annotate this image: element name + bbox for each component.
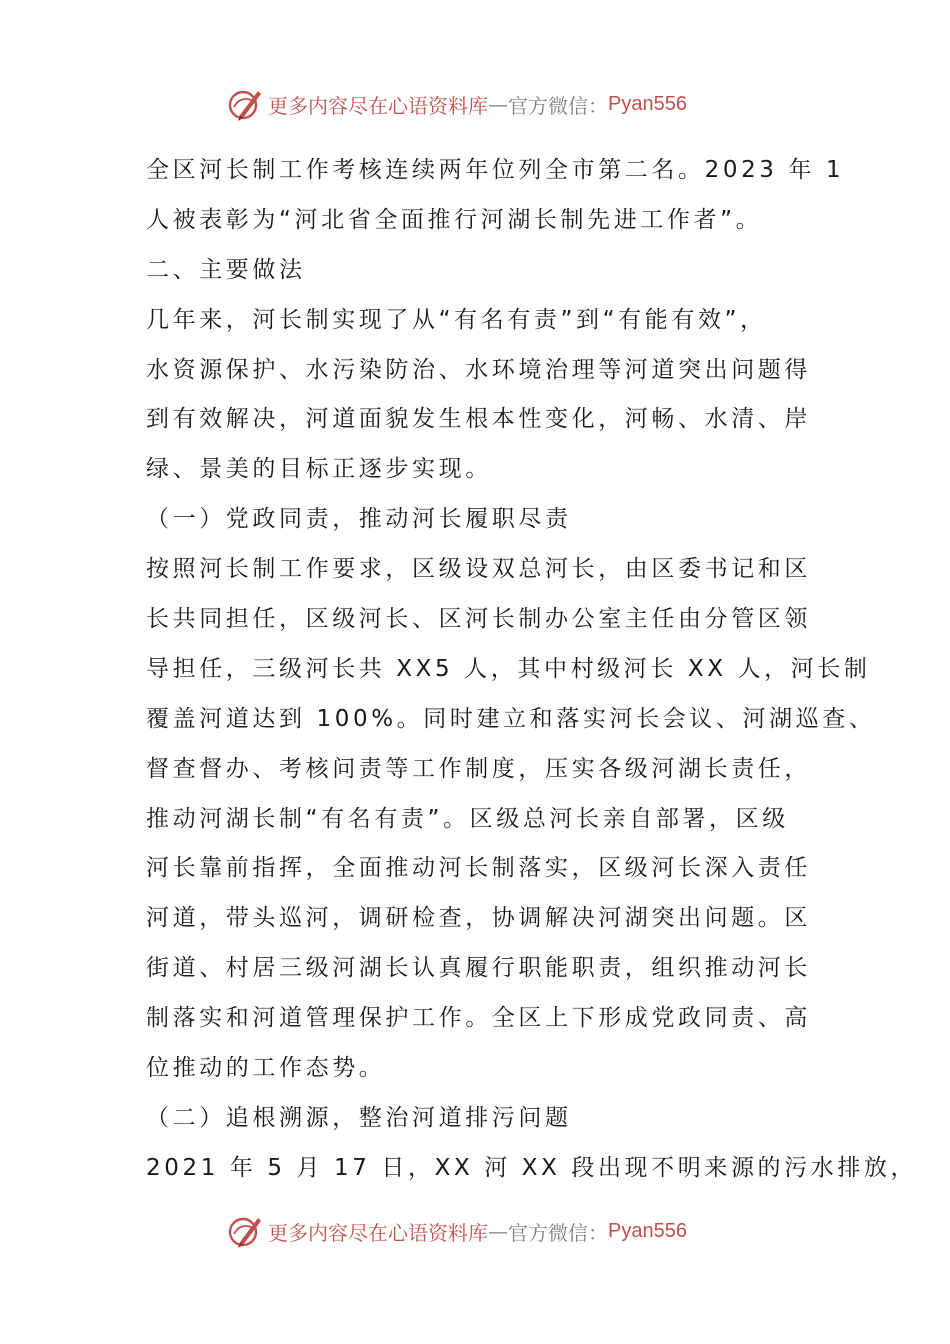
section-heading: 二、主要做法 xyxy=(146,256,306,283)
body-line: 河长靠前指挥，全面推动河长制落实，区级河长深入责任 xyxy=(146,855,811,882)
pen-logo-icon xyxy=(226,85,264,123)
body-line: 水资源保护、水污染防治、水环境治理等河道突出问题得 xyxy=(146,356,811,383)
body-line: 到有效解决，河道面貌发生根本性变化，河畅、水清、岸 xyxy=(146,406,811,433)
body-line: 位推动的工作态势。 xyxy=(146,1055,386,1082)
body-line: 导担任，三级河长共 XX5 人，其中村级河长 XX 人，河长制 xyxy=(146,655,871,682)
footer-banner xyxy=(226,1211,687,1251)
body-line: 几年来，河长制实现了从“有名有责”到“有能有效”， xyxy=(146,306,767,333)
document-body xyxy=(146,146,918,1194)
body-line: 督查督办、考核问责等工作制度，压实各级河湖长责任， xyxy=(146,755,811,782)
body-line: 绿、景美的目标正逐步实现。 xyxy=(146,456,492,483)
footer-dash: — xyxy=(488,1219,508,1243)
body-line: 2021 年 5 月 17 日，XX 河 XX 段出现不明来源的污水排放， xyxy=(146,1154,918,1181)
body-line: 全区河长制工作考核连续两年位列全市第二名。2023 年 1 xyxy=(146,157,845,183)
body-line: 覆盖河道达到 100%。同时建立和落实河长会议、河湖巡查、 xyxy=(146,705,876,732)
header-wechat-id: Pyan556 xyxy=(608,92,687,115)
body-line: 制落实和河道管理保护工作。全区上下形成党政同责、高 xyxy=(146,1005,811,1032)
body-line: 河道，带头巡河，调研检查，协调解决河湖突出问题。区 xyxy=(146,905,811,932)
footer-wechat-label: 官方微信： xyxy=(508,1220,608,1245)
pen-logo-icon xyxy=(226,1212,264,1250)
body-line: 人被表彰为“河北省全面推行河湖长制先进工作者”。 xyxy=(146,206,763,233)
header-banner xyxy=(226,84,687,124)
footer-wechat-id: Pyan556 xyxy=(608,1219,687,1242)
body-line: 长共同担任，区级河长、区河长制办公室主任由分管区领 xyxy=(146,606,811,633)
footer-brand-text: 更多内容尽在心语资料库 xyxy=(268,1220,488,1245)
body-line: 按照河长制工作要求，区级设双总河长，由区委书记和区 xyxy=(146,556,811,583)
subsection-heading: （一）党政同责，推动河长履职尽责 xyxy=(146,506,572,533)
subsection-heading: （二）追根溯源，整治河道排污问题 xyxy=(146,1104,572,1131)
header-brand-text: 更多内容尽在心语资料库 xyxy=(268,93,488,118)
header-dash: — xyxy=(488,92,508,116)
header-wechat-label: 官方微信： xyxy=(508,93,608,118)
body-line: 街道、村居三级河湖长认真履行职能职责，组织推动河长 xyxy=(146,955,811,982)
body-line: 推动河湖长制“有名有责”。区级总河长亲自部署，区级 xyxy=(146,805,789,832)
